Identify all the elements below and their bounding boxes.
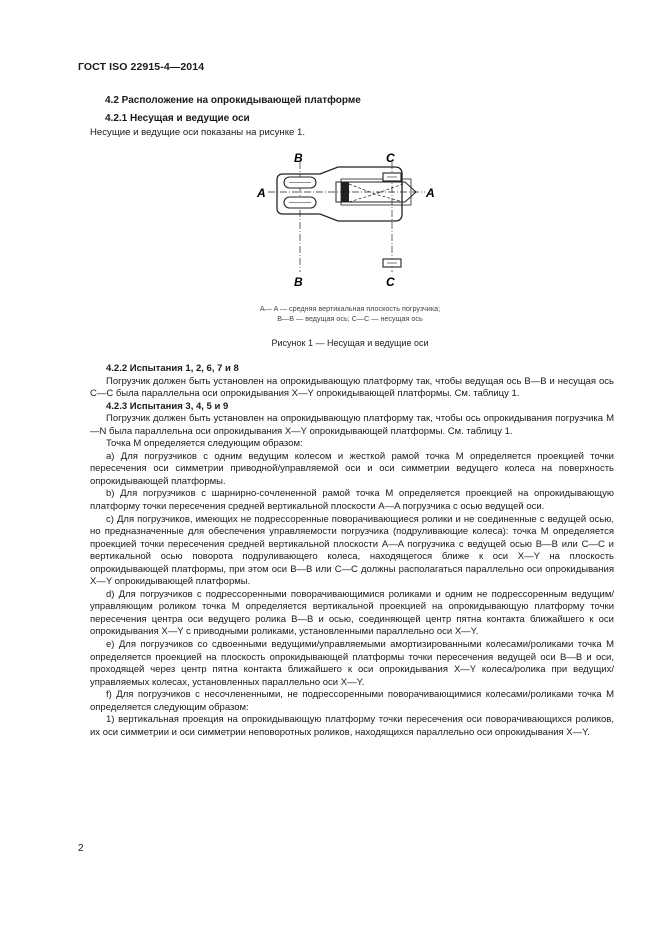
- paragraph-4-2-2: Погрузчик должен быть установлен на опрокидывающую платформу так, чтобы ведущая ось B—B и несущая ось C—C была параллельна оси опрокидывания X—Y опрокидывающей платформы. См. таблицу 1.: [90, 375, 614, 400]
- label-c-top: C: [386, 151, 395, 165]
- label-b-top: B: [294, 151, 303, 165]
- label-b-bottom: B: [294, 275, 303, 286]
- item-e: e) Для погрузчиков со сдвоенными ведущими/управляемыми амортизированными колесами/роликами точка M определяется проекцией на плоскость опрокидывающей платформы точки пересечения ведущей оси B—B и оси, проходящей через центр пятна контакта ближайшего к оси опрокидывания X—Y колеса/ролика при ведущих/управляемых колесах, установленных параллельно оси X—Y.: [90, 639, 614, 688]
- label-a-right: A: [426, 186, 435, 200]
- figure-legend: [160, 304, 540, 324]
- paragraph-4-2-3: Погрузчик должен быть установлен на опрокидывающую платформу так, чтобы ось опрокидывания погрузчика M—N была параллельна оси опрокидывания X—Y опрокидывающей платформы. См. таблицу 1.: [90, 413, 614, 437]
- section-4-2-heading: 4.2 Расположение на опрокидывающей платформе: [105, 95, 361, 106]
- label-a-left: A: [257, 186, 266, 200]
- page-number: 2: [78, 843, 84, 854]
- mast-block: [341, 182, 349, 202]
- label-c-bottom: C: [386, 275, 395, 286]
- figure-caption: Рисунок 1 — Несущая и ведущие оси: [271, 338, 429, 348]
- item-d: d) Для погрузчиков с подрессоренными поворачивающимися роликами и одним не подрессоренным ведущим/управляющим роликом точка M определяется вертикальной проекцией на опрокидывающую платформу точки пересечения центра оси ведущего ролика B—B и осью, соединяющей центр пятна контакта ближайшего к оси опрокидывания X—Y с приводными роликами, установленными параллельно оси X—Y.: [90, 588, 614, 638]
- item-c: c) Для погрузчиков, имеющих не подрессоренные поворачивающиеся ролики и не соединенные с ведущей осью, но предназначенные для обеспечения управляемости погрузчика (подруливающие колеса): точка M определяется проекцией точки пересечения средней вертикальной плоскости A—A погрузчика с ведущей осью B—B или C—C и вертикальной осью поворота подруливающего колеса, находящегося ближе к оси X—Y на плоскость опрокидывающей платформы, при этом оси B—B или C—C должны располагаться параллельно оси опрокидывания X—Y опрокидывающей платформы.: [90, 513, 614, 588]
- section-4-2-3-heading: 4.2.3 Испытания 3, 4, 5 и 9: [106, 400, 229, 412]
- standard-header: ГОСТ ISO 22915-4—2014: [78, 61, 205, 73]
- paragraph-point-m: Точка M определяется следующим образом:: [106, 438, 303, 450]
- item-f-1: 1) вертикальная проекция на опрокидывающую платформу точки пересечения оси поворачивающихся роликов, их оси симметрии и оси симметрии неповоротных роликов, находящихся параллельно оси опрокидывания X—Y.: [90, 714, 614, 738]
- item-a: а) Для погрузчиков с одним ведущим колесом и жесткой рамой точка M определяется проекцией точки пересечения оси симметрии приводной/управляемой оси и оси симметрии ведущего колеса на поверхность опрокидывающей платформы.: [90, 450, 614, 487]
- item-f: f) Для погрузчиков с несочлененными, не подрессоренными поворачивающимися колесами/роликами точка M определяется следующим образом:: [90, 689, 614, 713]
- section-4-2-1-heading: 4.2.1 Несущая и ведущие оси: [105, 113, 250, 124]
- legend-line-1: A— A — средняя вертикальная плоскость погрузчика;: [259, 304, 441, 313]
- figure-1-drawing: [240, 146, 440, 286]
- legend-line-2: B—B — ведущая ось; C—C — несущая ось: [277, 314, 423, 323]
- mast-dashes-lower: [349, 194, 403, 202]
- section-4-2-2-heading: 4.2.2 Испытания 1, 2, 6, 7 и 8: [106, 363, 239, 374]
- intro-paragraph: Несущие и ведущие оси показаны на рисунке 1.: [90, 127, 306, 138]
- item-b: b) Для погрузчиков с шарнирно-сочлененной рамой точка M определяется проекцией на опрокидывающую платформу точки пересечения средней вертикальной плоскости A—A погрузчика с осью ведущей оси.: [90, 488, 614, 513]
- mast-dashes: [349, 184, 403, 194]
- body-text: [90, 363, 614, 739]
